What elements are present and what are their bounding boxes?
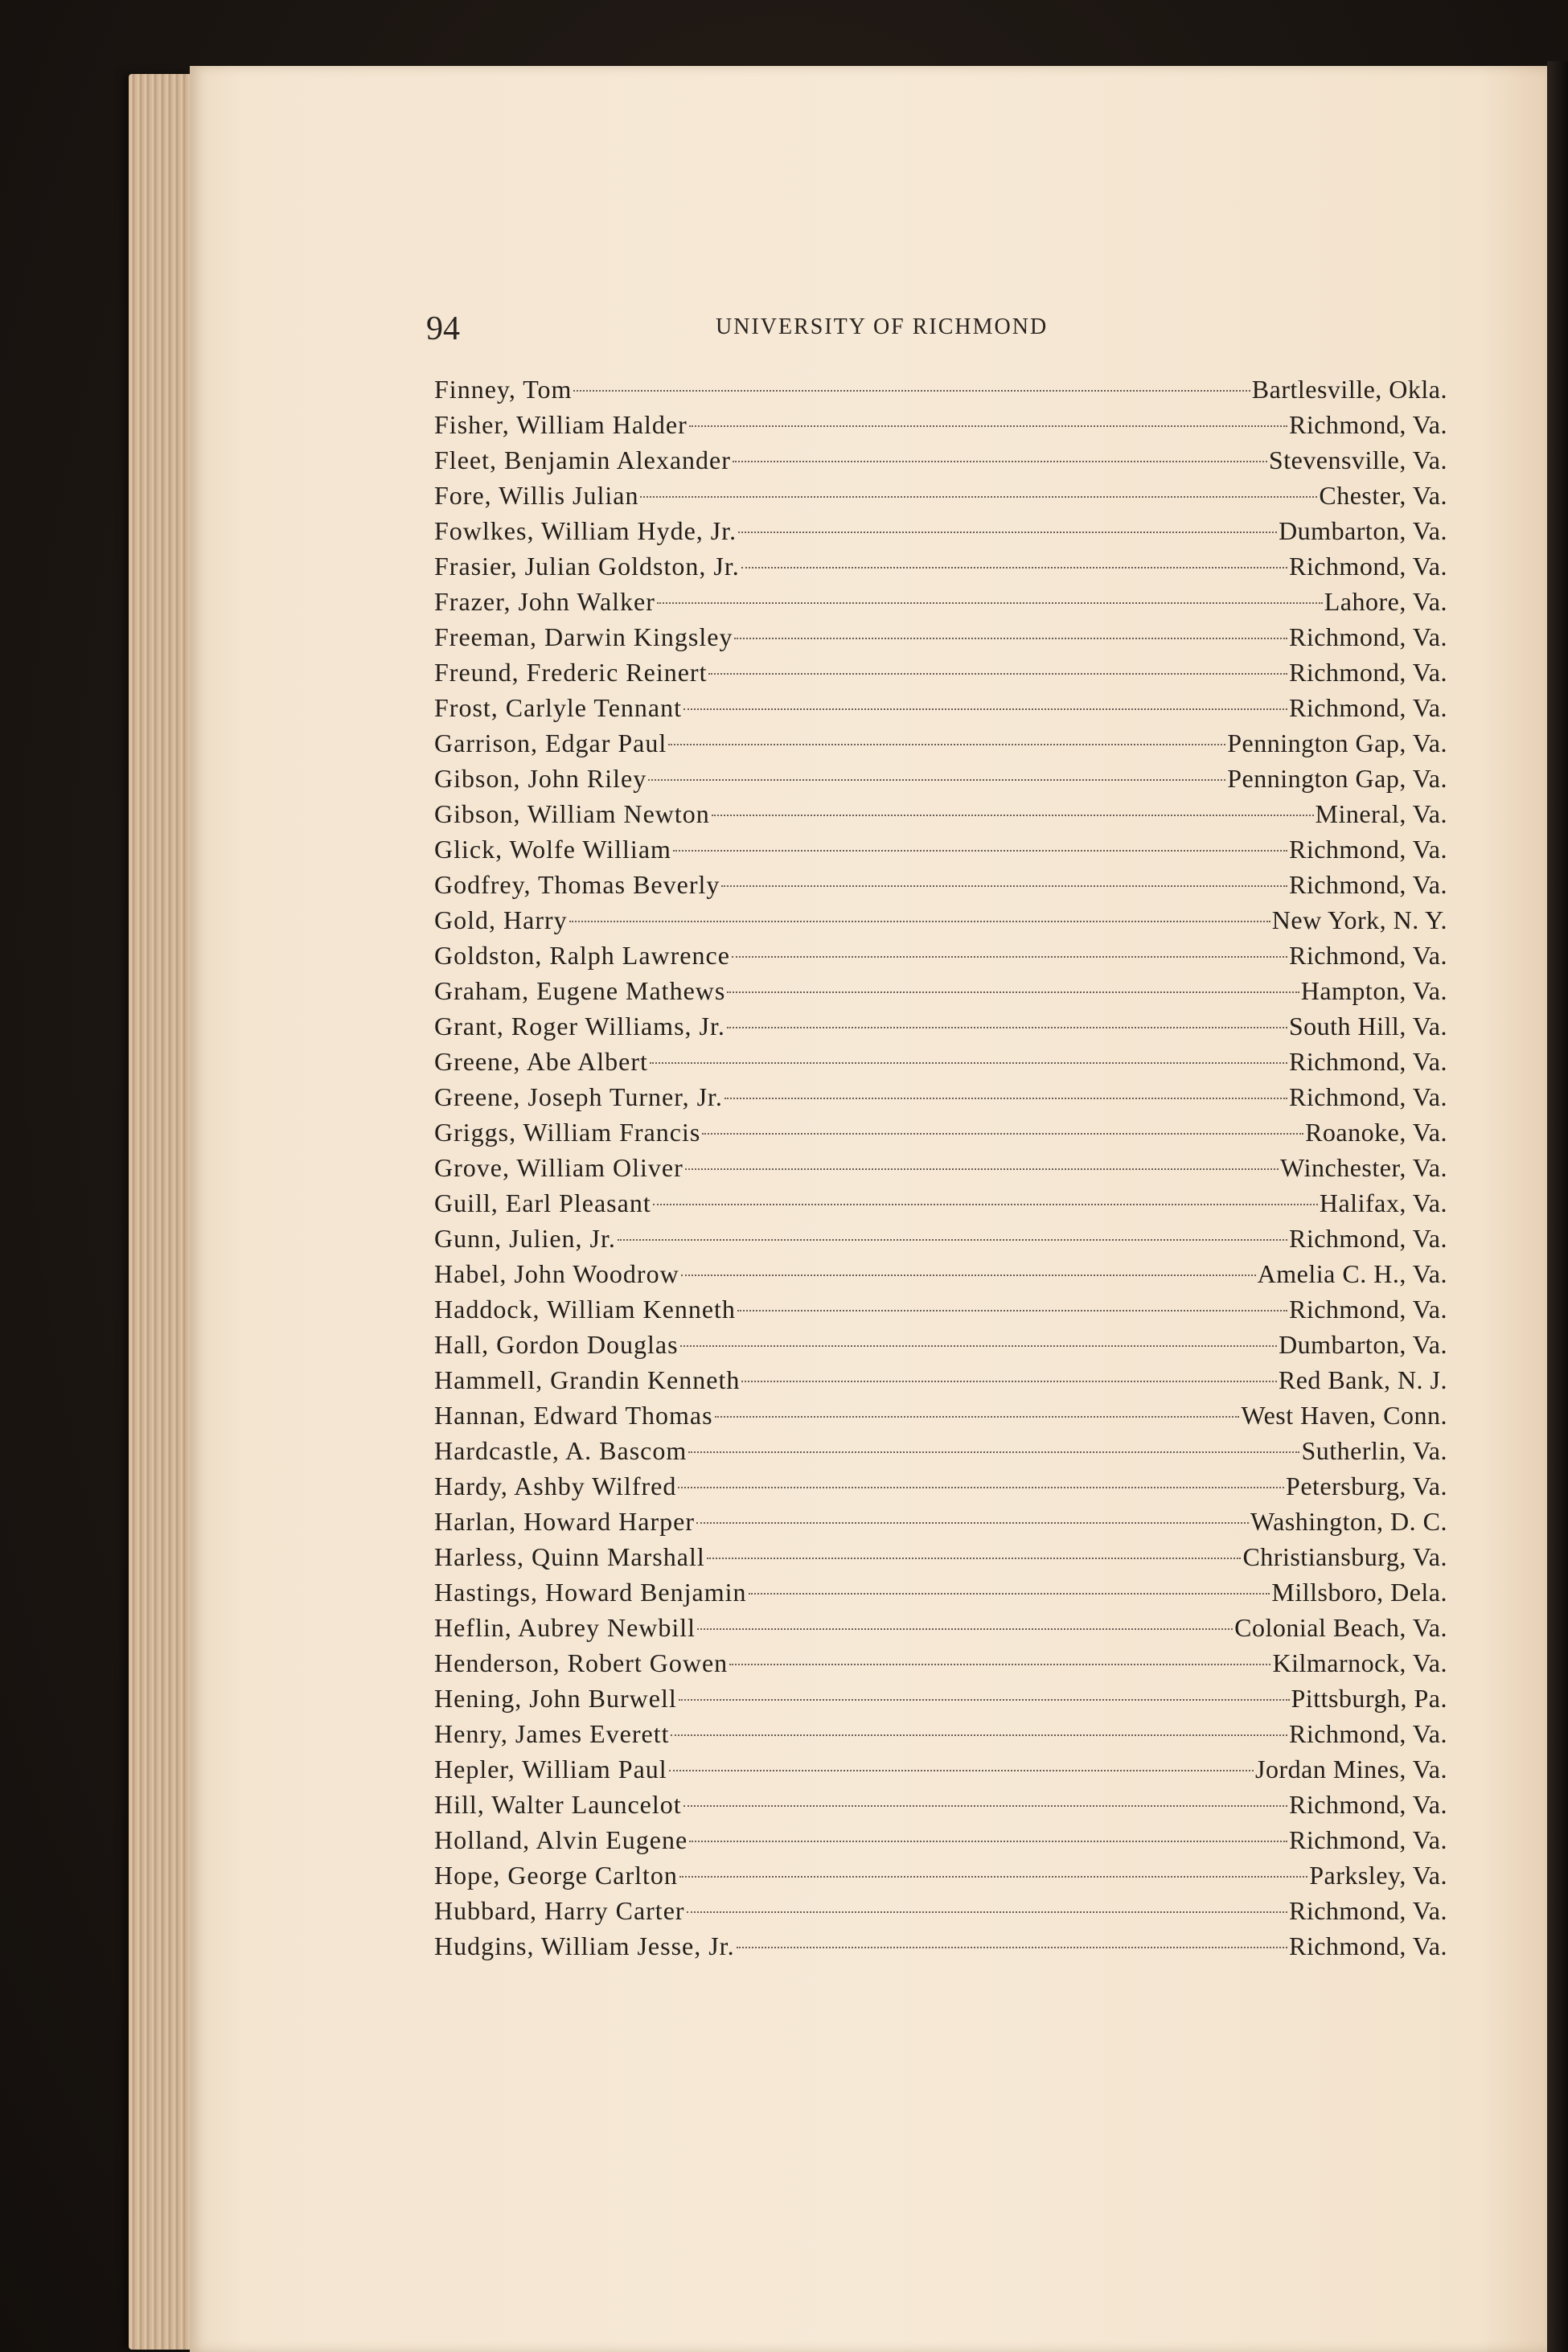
dot-leader [573, 390, 1250, 392]
directory-entry [434, 478, 1447, 513]
entry-hometown: Pennington Gap, Va. [1227, 764, 1447, 793]
entry-name: Fisher, William Halder [434, 410, 688, 439]
student-directory-list [434, 371, 1447, 1964]
directory-entry [434, 1681, 1447, 1716]
directory-entry [434, 584, 1447, 619]
entry-name: Hardcastle, A. Bascom [434, 1436, 688, 1465]
dot-leader [653, 1204, 1318, 1205]
entry-name: Gibson, William Newton [434, 799, 710, 828]
dot-leader [737, 1310, 1287, 1311]
dot-leader [721, 885, 1287, 887]
directory-entry [434, 407, 1447, 442]
directory-entry [434, 1114, 1447, 1150]
dot-leader [671, 1734, 1287, 1736]
entry-name: Greene, Abe Albert [434, 1047, 648, 1076]
entry-name: Fowlkes, William Hyde, Jr. [434, 516, 737, 545]
dot-leader [683, 708, 1287, 710]
entry-hometown: Roanoke, Va. [1305, 1118, 1447, 1147]
entry-hometown: Richmond, Va. [1288, 1931, 1447, 1960]
entry-name: Henry, James Everett [434, 1719, 670, 1748]
dot-leader [702, 1133, 1303, 1135]
entry-hometown: Millsboro, Dela. [1271, 1578, 1447, 1607]
entry-hometown: Dumbarton, Va. [1279, 516, 1447, 545]
entry-hometown: Richmond, Va. [1288, 835, 1447, 864]
dot-leader [749, 1593, 1270, 1595]
entry-name: Guill, Earl Pleasant [434, 1188, 651, 1217]
directory-entry [434, 725, 1447, 761]
entry-name: Harless, Quinn Marshall [434, 1542, 705, 1571]
entry-hometown: Richmond, Va. [1288, 1082, 1447, 1111]
dot-leader [683, 1805, 1287, 1807]
entry-hometown: Richmond, Va. [1288, 1790, 1447, 1819]
entry-name: Hammell, Grandin Kenneth [434, 1365, 741, 1394]
directory-entry [434, 1327, 1447, 1362]
dot-leader [724, 1098, 1287, 1099]
entry-hometown: Richmond, Va. [1288, 622, 1447, 651]
dot-leader [681, 1275, 1256, 1276]
directory-entry [434, 513, 1447, 548]
dot-leader [668, 744, 1225, 745]
running-title: UNIVERSITY OF RICHMOND [716, 314, 1049, 339]
entry-hometown: Richmond, Va. [1288, 1896, 1447, 1925]
entry-name: Hall, Gordon Douglas [434, 1330, 679, 1359]
entry-name: Henderson, Robert Gowen [434, 1648, 729, 1677]
entry-name: Holland, Alvin Eugene [434, 1825, 688, 1854]
directory-entry [434, 1008, 1447, 1044]
dot-leader [679, 1699, 1290, 1701]
directory-entry [434, 1893, 1447, 1928]
directory-entry [434, 1716, 1447, 1751]
directory-entry [434, 902, 1447, 938]
dot-leader [689, 1841, 1287, 1842]
book-page-edges [129, 74, 193, 2350]
directory-entry [434, 1150, 1447, 1185]
entry-hometown: Red Bank, N. J. [1278, 1365, 1447, 1394]
dot-leader [733, 461, 1267, 462]
entry-hometown: Richmond, Va. [1288, 658, 1447, 687]
entry-hometown: Sutherlin, Va. [1301, 1436, 1447, 1465]
entry-name: Hepler, William Paul [434, 1755, 667, 1783]
directory-entry [434, 973, 1447, 1008]
entry-hometown: Colonial Beach, Va. [1234, 1613, 1447, 1642]
dot-leader [689, 425, 1287, 427]
entry-name: Hubbard, Harry Carter [434, 1896, 685, 1925]
dot-leader [738, 532, 1277, 533]
page-header [426, 310, 1455, 358]
dot-leader [680, 1345, 1278, 1347]
entry-hometown: Richmond, Va. [1288, 410, 1447, 439]
entry-hometown: Stevensville, Va. [1268, 445, 1447, 474]
dot-leader [618, 1239, 1287, 1241]
dot-leader [729, 1664, 1270, 1665]
dot-leader [737, 1947, 1287, 1948]
directory-entry [434, 1079, 1447, 1114]
directory-entry [434, 1539, 1447, 1574]
dot-leader [678, 1487, 1284, 1488]
entry-hometown: Winchester, Va. [1280, 1153, 1447, 1182]
directory-entry [434, 1645, 1447, 1681]
dot-leader [715, 1416, 1240, 1418]
entry-hometown: Richmond, Va. [1288, 1719, 1447, 1748]
directory-entry [434, 1362, 1447, 1398]
directory-entry [434, 867, 1447, 902]
entry-hometown: West Haven, Conn. [1241, 1401, 1447, 1430]
directory-entry [434, 690, 1447, 725]
entry-hometown: Bartlesville, Okla. [1251, 375, 1447, 404]
entry-hometown: Richmond, Va. [1288, 552, 1447, 581]
entry-name: Heflin, Aubrey Newbill [434, 1613, 696, 1642]
entry-name: Frost, Carlyle Tennant [434, 693, 683, 722]
dot-leader [685, 1168, 1279, 1170]
directory-entry [434, 1291, 1447, 1327]
entry-hometown: Richmond, Va. [1288, 693, 1447, 722]
entry-hometown: New York, N. Y. [1271, 905, 1447, 934]
entry-name: Hill, Walter Launcelot [434, 1790, 682, 1819]
directory-entry [434, 371, 1447, 407]
dot-leader [669, 1770, 1254, 1771]
entry-hometown: Amelia C. H., Va. [1257, 1259, 1447, 1288]
entry-name: Frasier, Julian Goldston, Jr. [434, 552, 740, 581]
dot-leader [648, 779, 1225, 781]
entry-name: Freund, Frederic Reinert [434, 658, 708, 687]
directory-entry [434, 1610, 1447, 1645]
entry-hometown: Kilmarnock, Va. [1272, 1648, 1447, 1677]
directory-entry [434, 1468, 1447, 1504]
entry-name: Haddock, William Kenneth [434, 1295, 736, 1324]
entry-hometown: Dumbarton, Va. [1279, 1330, 1447, 1359]
directory-entry [434, 1928, 1447, 1964]
directory-entry [434, 1822, 1447, 1857]
dot-leader [650, 1062, 1287, 1064]
dot-leader [640, 496, 1317, 498]
entry-name: Hannan, Edward Thomas [434, 1401, 713, 1430]
directory-entry [434, 1857, 1447, 1893]
entry-hometown: Mineral, Va. [1315, 799, 1447, 828]
entry-hometown: Washington, D. C. [1250, 1507, 1447, 1536]
directory-entry [434, 1185, 1447, 1221]
entry-name: Hope, George Carlton [434, 1861, 678, 1890]
directory-entry [434, 1574, 1447, 1610]
entry-name: Finney, Tom [434, 375, 573, 404]
entry-hometown: Richmond, Va. [1288, 870, 1447, 899]
dot-leader [687, 1911, 1287, 1913]
entry-hometown: Richmond, Va. [1288, 1224, 1447, 1253]
entry-hometown: Pennington Gap, Va. [1227, 729, 1447, 757]
directory-entry [434, 831, 1447, 867]
entry-name: Gunn, Julien, Jr. [434, 1224, 616, 1253]
entry-hometown: South Hill, Va. [1288, 1012, 1447, 1041]
entry-hometown: Lahore, Va. [1324, 587, 1447, 616]
dot-leader [734, 638, 1287, 639]
entry-name: Graham, Eugene Mathews [434, 976, 726, 1005]
dot-leader [707, 1558, 1242, 1559]
entry-hometown: Richmond, Va. [1288, 1825, 1447, 1854]
dot-leader [741, 567, 1287, 569]
directory-entry [434, 1433, 1447, 1468]
dot-leader [673, 850, 1287, 852]
directory-entry [434, 1256, 1447, 1291]
entry-hometown: Richmond, Va. [1288, 1047, 1447, 1076]
entry-name: Habel, John Woodrow [434, 1259, 679, 1288]
entry-name: Harlan, Howard Harper [434, 1507, 695, 1536]
dot-leader [741, 1381, 1277, 1382]
entry-name: Godfrey, Thomas Beverly [434, 870, 720, 899]
entry-name: Greene, Joseph Turner, Jr. [434, 1082, 723, 1111]
directory-entry [434, 761, 1447, 796]
entry-hometown: Chester, Va. [1319, 481, 1447, 510]
entry-name: Hardy, Ashby Wilfred [434, 1472, 677, 1500]
dot-leader [688, 1451, 1299, 1453]
directory-entry [434, 1398, 1447, 1433]
entry-hometown: Pittsburgh, Pa. [1291, 1684, 1447, 1713]
directory-entry [434, 1504, 1447, 1539]
directory-entry [434, 938, 1447, 973]
dot-leader [679, 1876, 1307, 1878]
directory-entry [434, 548, 1447, 584]
page-number: 94 [426, 310, 460, 347]
entry-hometown: Hampton, Va. [1300, 976, 1447, 1005]
dot-leader [712, 815, 1314, 816]
entry-name: Goldston, Ralph Lawrence [434, 941, 730, 970]
entry-hometown: Richmond, Va. [1288, 1295, 1447, 1324]
entry-name: Griggs, William Francis [434, 1118, 701, 1147]
directory-entry [434, 1044, 1447, 1079]
entry-name: Grant, Roger Williams, Jr. [434, 1012, 725, 1041]
dot-leader [727, 1027, 1287, 1028]
entry-name: Gibson, John Riley [434, 764, 647, 793]
book-gutter-shadow [1547, 61, 1568, 2352]
entry-hometown: Jordan Mines, Va. [1255, 1755, 1447, 1783]
entry-hometown: Parksley, Va. [1309, 1861, 1447, 1890]
entry-name: Hastings, Howard Benjamin [434, 1578, 747, 1607]
directory-entry [434, 1787, 1447, 1822]
entry-name: Hudgins, William Jesse, Jr. [434, 1931, 735, 1960]
entry-name: Fore, Willis Julian [434, 481, 639, 510]
entry-name: Fleet, Benjamin Alexander [434, 445, 731, 474]
entry-name: Hening, John Burwell [434, 1684, 677, 1713]
dot-leader [727, 991, 1299, 993]
dot-leader [569, 921, 1270, 922]
entry-name: Garrison, Edgar Paul [434, 729, 667, 757]
directory-entry [434, 796, 1447, 831]
dot-leader [697, 1628, 1233, 1630]
dot-leader [708, 673, 1287, 675]
dot-leader [732, 956, 1287, 958]
directory-entry [434, 655, 1447, 690]
directory-entry [434, 619, 1447, 655]
directory-entry [434, 1221, 1447, 1256]
directory-entry [434, 442, 1447, 478]
entry-name: Glick, Wolfe William [434, 835, 671, 864]
entry-hometown: Halifax, Va. [1319, 1188, 1447, 1217]
entry-hometown: Richmond, Va. [1288, 941, 1447, 970]
dot-leader [657, 602, 1323, 604]
entry-name: Grove, William Oliver [434, 1153, 683, 1182]
entry-name: Frazer, John Walker [434, 587, 655, 616]
dot-leader [696, 1522, 1249, 1524]
entry-hometown: Christiansburg, Va. [1242, 1542, 1447, 1571]
directory-entry [434, 1751, 1447, 1787]
entry-name: Gold, Harry [434, 905, 568, 934]
entry-name: Freeman, Darwin Kingsley [434, 622, 733, 651]
entry-hometown: Petersburg, Va. [1286, 1472, 1447, 1500]
